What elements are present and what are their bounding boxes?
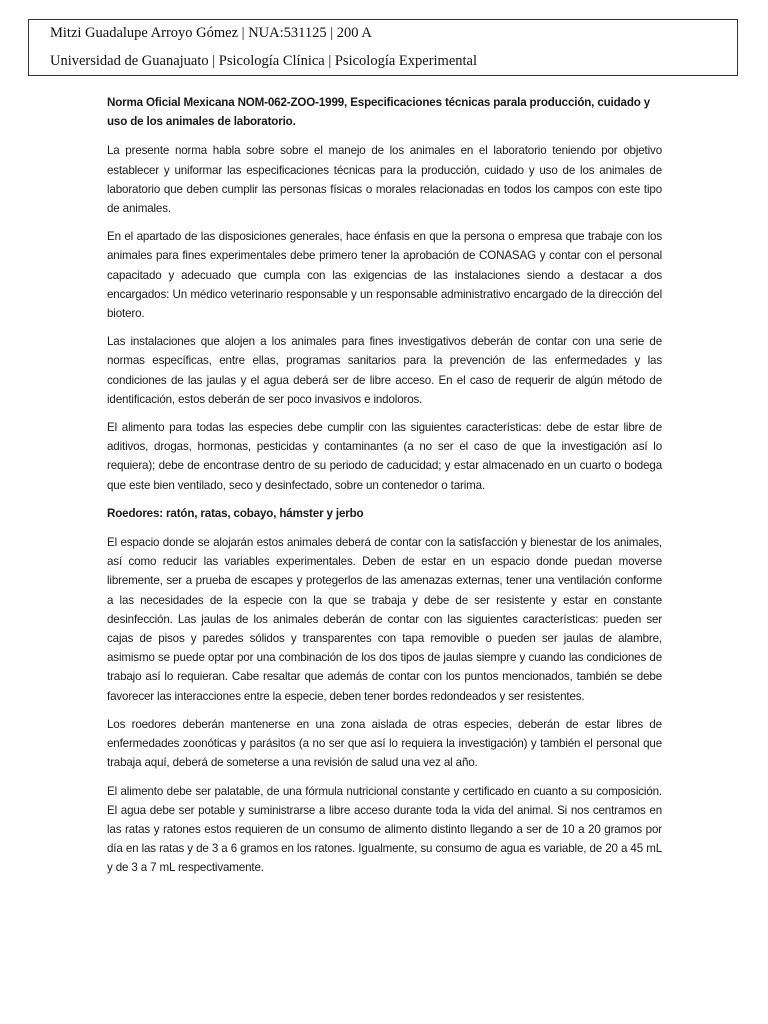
paragraph-general-provisions: En el apartado de las disposiciones generales, hace énfasis en que la persona o empresa que trabaje con los animales para fines experimentales debe primero tener la aprobación de CONASAG y contar con el personal capacitado y adecuado que cumpla con las exigencias de las instalaciones siendo a destacar a dos encargados: Un médico veterinario responsable y un responsable administrativo encargado de la dirección del biotero. xyxy=(107,230,662,321)
paragraph-rodent-isolation: Los roedores deberán mantenerse en una zona aislada de otras especies, deberán de estar libres de enfermedades zoonóticas y parásitos (a no ser que así lo requiera la investigación) y también el personal que trabaja aquí, deberá de someterse a una revisión de salud una vez al año. xyxy=(107,717,662,770)
paragraph-facilities: Las instalaciones que alojen a los animales para fines investigativos deberán de contar con una serie de normas específicas, entre ellas, programas sanitarios para la prevención de las enfermedades y las condiciones de las jaulas y el agua deberá ser de libre acceso. En el caso de requerir de algún método de identificación, estos deberán de ser poco invasivos e indoloros. xyxy=(107,335,662,406)
paragraph-food: El alimento para todas las especies debe cumplir con las siguientes características: debe de estar libre de aditivos, drogas, hormonas, pesticidas y contaminantes (a no ser el caso de que la investigación así lo requiera); debe de encontrase dentro de su periodo de caducidad; y estar almacenado en un cuarto o bodega que este bien ventilado, seco y desinfectado, sobre un contenedor o tarima. xyxy=(107,421,662,492)
document-body xyxy=(107,93,662,887)
paragraph-intro: La presente norma habla sobre sobre el manejo de los animales en el laboratorio teniendo por objetivo establecer y uniformar las especificaciones técnicas para la producción, cuidado y uso de los animales de laboratorio que deben cumplir las personas físicas o morales relacionadas en todos los campos con este tipo de animales. xyxy=(107,144,662,216)
section-heading-rodents: Roedores: ratón, ratas, cobayo, hámster y jerbo xyxy=(107,506,364,520)
paragraph-rodent-housing: El espacio donde se alojarán estos animales deberá de contar con la satisfacción y bienestar de los animales, así como reducir las variables experimentales. Deben de estar en un espacio donde puedan moverse libremente, ser a prueba de escapes y protegerlos de las amenazas externas, tener una ventilación conforme a las necesidades de la especie con la que se trabaja y debe de ser resistente y estar en constante desinfección. Las jaulas de los animales deberán de contar con las siguientes características: pueden ser cajas de pisos y paredes sólidos y transparentes con tapa removible o pueden ser jaulas de alambre, asimismo se puede optar por una combinación de los dos tipos de jaulas siempre y cuando las condiciones de trabajo así lo requieran. Cabe resaltar que además de contar con los puntos mencionados, también se debe favorecer las interacciones entre la especie, deben tener bordes redondeados y ser resistentes. xyxy=(107,536,662,703)
institution-line: Universidad de Guanajuato | Psicología Clínica | Psicología Experimental xyxy=(50,53,478,69)
paragraph-rodent-food: El alimento debe ser palatable, de una fórmula nutricional constante y certificado en cuanto a su composición. El agua debe ser potable y suministrarse a libre acceso durante toda la vida del animal. Si nos centramos en las ratas y ratones estos requieren de un consumo de alimento distinto llegando a ser de 10 a 20 gramos por día en las ratas y de 3 a 6 gramos en los ratones. Igualmente, su consumo de agua es variable, de 20 a 45 mL y de 3 a 7 mL respectivamente. xyxy=(107,784,662,875)
document-header xyxy=(28,19,738,76)
document-title: Norma Oficial Mexicana NOM-062-ZOO-1999, Especificaciones técnicas parala producción, cuidado y uso de los animales de laboratorio. xyxy=(107,96,651,129)
author-line: Mitzi Guadalupe Arroyo Gómez | NUA:531125 | 200 A xyxy=(50,25,372,41)
